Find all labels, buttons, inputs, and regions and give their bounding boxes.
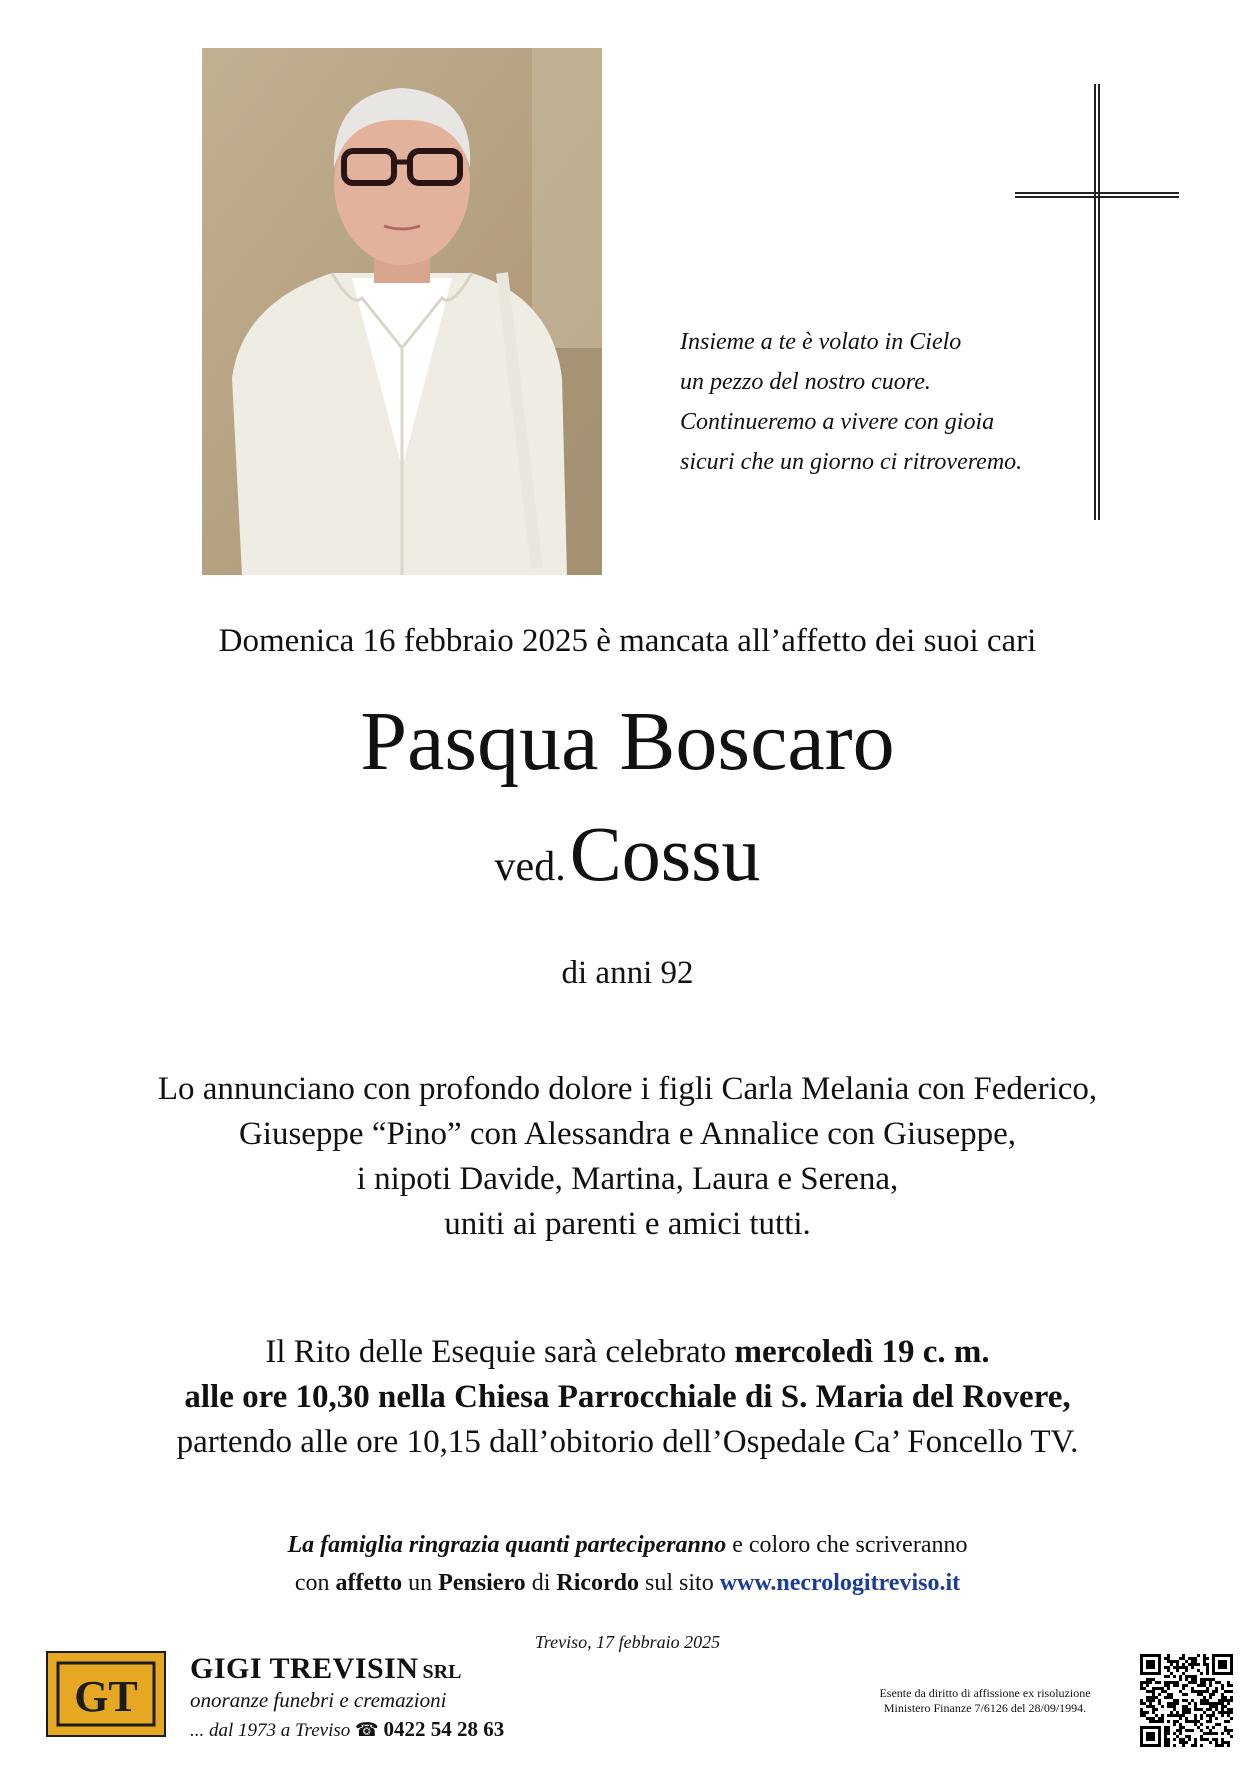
funeral-details [0,1330,1255,1465]
verse-line: Insieme a te è volato in Cielo [680,329,962,355]
company-name: GIGI TREVISIN [190,1652,419,1685]
funeral-line: partendo alle ore 10,15 dall’obitorio dell’Ospedale Ca’ Foncello TV. [176,1424,1079,1460]
widow-prefix: ved. [494,844,566,890]
deceased-photo [202,48,602,575]
thanks-emphasis: La famiglia ringrazia quanti parteciperanno [287,1532,727,1558]
death-announcement-intro: Domenica 16 febbraio 2025 è mancata all’affetto dei suoi cari [218,623,1037,659]
verse-line: sicuri che un giorno ci ritroveremo. [680,449,1023,475]
company-name-line [190,1652,504,1686]
company-since-line [190,1717,504,1742]
phone-icon: ☎ [355,1720,379,1741]
memorial-verse [680,322,1080,482]
married-name [0,810,1255,897]
funeral-text: Il Rito delle Esequie sarà celebrato [265,1334,735,1370]
deceased-age: di anni 92 [561,955,694,991]
announcement-line: uniti ai parenti e amici tutti. [444,1206,811,1242]
company-phone: 0422 54 28 63 [383,1717,505,1741]
verse-line: Continueremo a vivere con gioia [680,409,995,435]
family-thanks [0,1526,1255,1602]
funeral-line [0,1375,1255,1420]
thanks-text: e coloro che scriveranno [726,1532,968,1558]
thanks-line: con affetto un Pensiero di Ricordo sul sito www.necrologitreviso.it [294,1570,961,1596]
announcement-line: Lo annunciano con profondo dolore i figli Carla Melania con Federico, [157,1071,1098,1107]
announcement-line: i nipoti Davide, Martina, Laura e Serena, [356,1161,899,1197]
company-logo-mark [48,1653,164,1735]
verse-line: un pezzo del nostro cuore. [680,369,931,395]
funeral-date: mercoledì 19 c. m. [734,1334,990,1370]
tax-exemption-note [860,1686,1110,1716]
word-pensiero: Pensiero [438,1570,526,1596]
thanks-line [0,1526,1255,1564]
svg-text:GT: GT [74,1672,138,1721]
funeral-time-place: alle ore 10,30 nella Chiesa Parrocchiale di S. Maria del Rovere, [184,1379,1071,1415]
place-and-date: Treviso, 17 febbraio 2025 [534,1632,721,1652]
deceased-name: Pasqua Boscaro [360,695,895,788]
announcement-line: Giuseppe “Pino” con Alessandra e Annalice con Giuseppe, [238,1116,1017,1152]
family-announcement [0,1067,1255,1247]
company-logo [46,1651,166,1737]
portrait-illustration [202,48,602,575]
qr-code[interactable] [1140,1654,1233,1747]
word-ricordo: Ricordo [556,1570,640,1596]
funeral-line [0,1330,1255,1375]
word-affetto: affetto [335,1570,403,1596]
company-since: ... dal 1973 a Treviso [190,1720,351,1741]
company-suffix: SRL [422,1661,462,1683]
company-info [190,1652,504,1742]
website-link[interactable]: www.necrologitreviso.it [719,1570,961,1596]
exemption-line: Esente da diritto di affissione ex risoluzione [879,1686,1091,1700]
company-subtitle: onoranze funebri e cremazioni [190,1688,447,1712]
exemption-line: Ministero Finanze 7/6126 del 28/09/1994. [883,1701,1087,1715]
married-surname: Cossu [569,810,761,897]
